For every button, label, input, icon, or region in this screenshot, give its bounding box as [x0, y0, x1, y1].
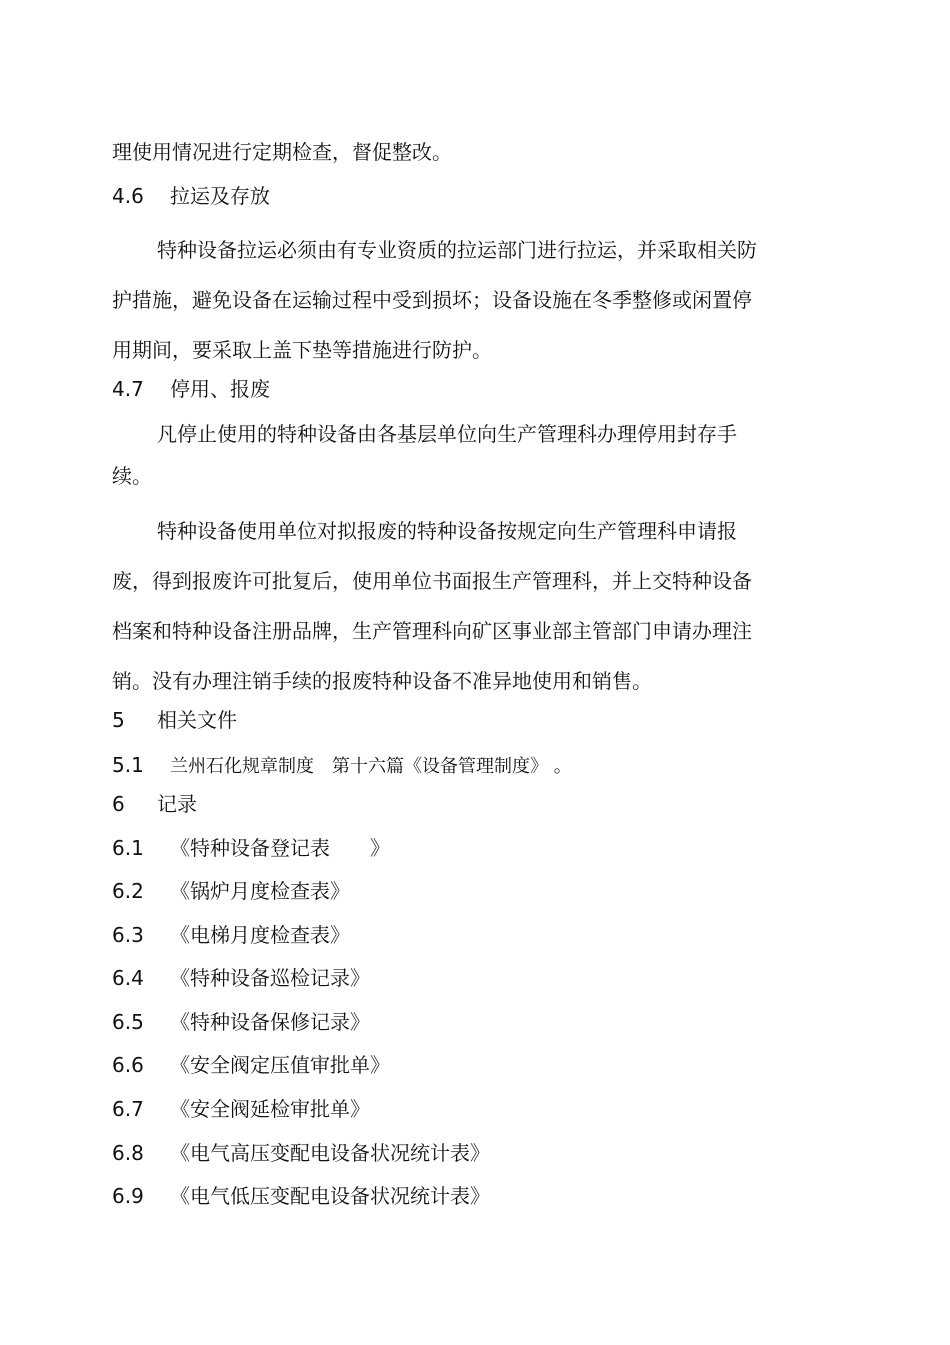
- record-title: 《特种设备巡检记录》: [170, 966, 370, 990]
- paragraph-line: 档案和特种设备注册品牌，生产管理科向矿区事业部主管部门申请办理注: [112, 619, 752, 643]
- record-number: 6.1: [112, 836, 144, 860]
- record-number: 6.2: [112, 879, 144, 903]
- record-item-6-1: [112, 834, 390, 862]
- section-title: 记录: [157, 792, 197, 816]
- paragraph-line: 销。没有办理注销手续的报废特种设备不准异地使用和销售。: [112, 669, 652, 693]
- section-number: 6: [112, 792, 125, 816]
- record-title: 《电梯月度检查表》: [170, 923, 350, 947]
- paragraph-line: 废，得到报废许可批复后，使用单位书面报生产管理科，并上交特种设备: [112, 569, 752, 593]
- paragraph-line: 用期间，要采取上盖下垫等措施进行防护。: [112, 338, 492, 362]
- record-item-6-8: [112, 1139, 490, 1167]
- section-number: 5.1: [112, 753, 144, 777]
- record-title: 《特种设备登记表 》: [170, 836, 390, 860]
- section-title: 兰州石化规章制度 第十六篇《设备管理制度》 。: [170, 756, 572, 777]
- section-title: 停用、报废: [170, 377, 270, 401]
- section-heading-5-1: [112, 751, 572, 781]
- record-item-6-2: [112, 877, 350, 905]
- section-number: 4.7: [112, 377, 144, 401]
- record-number: 6.3: [112, 923, 144, 947]
- record-item-6-4: [112, 964, 370, 992]
- record-number: 6.7: [112, 1097, 144, 1121]
- record-title: 《安全阀定压值审批单》: [170, 1053, 390, 1077]
- record-item-6-9: [112, 1182, 490, 1210]
- record-item-6-3: [112, 921, 350, 949]
- section-heading-4-6: [112, 182, 270, 210]
- section-heading-5: [112, 706, 237, 734]
- record-number: 6.8: [112, 1141, 144, 1165]
- paragraph-line: 护措施，避免设备在运输过程中受到损坏；设备设施在冬季整修或闲置停: [112, 288, 752, 312]
- section-title: 拉运及存放: [170, 184, 270, 208]
- paragraph-line: 特种设备拉运必须由有专业资质的拉运部门进行拉运，并采取相关防: [157, 238, 757, 262]
- record-title: 《特种设备保修记录》: [170, 1010, 370, 1034]
- section-heading-4-7: [112, 375, 270, 403]
- section-heading-6: [112, 790, 197, 818]
- record-title: 《安全阀延检审批单》: [170, 1097, 370, 1121]
- record-title: 《电气高压变配电设备状况统计表》: [170, 1141, 490, 1165]
- paragraph-line: 续。: [112, 464, 152, 488]
- record-title: 《锅炉月度检查表》: [170, 879, 350, 903]
- record-item-6-7: [112, 1095, 370, 1123]
- paragraph-line: 理使用情况进行定期检查，督促整改。: [112, 140, 452, 164]
- paragraph-line: 特种设备使用单位对拟报废的特种设备按规定向生产管理科申请报: [157, 519, 737, 543]
- section-title: 相关文件: [157, 708, 237, 732]
- record-title: 《电气低压变配电设备状况统计表》: [170, 1184, 490, 1208]
- section-number: 5: [112, 708, 125, 732]
- paragraph-line: 凡停止使用的特种设备由各基层单位向生产管理科办理停用封存手: [157, 422, 737, 446]
- section-number: 4.6: [112, 184, 144, 208]
- record-number: 6.5: [112, 1010, 144, 1034]
- record-item-6-5: [112, 1008, 370, 1036]
- record-number: 6.9: [112, 1184, 144, 1208]
- record-number: 6.4: [112, 966, 144, 990]
- record-item-6-6: [112, 1051, 390, 1079]
- record-number: 6.6: [112, 1053, 144, 1077]
